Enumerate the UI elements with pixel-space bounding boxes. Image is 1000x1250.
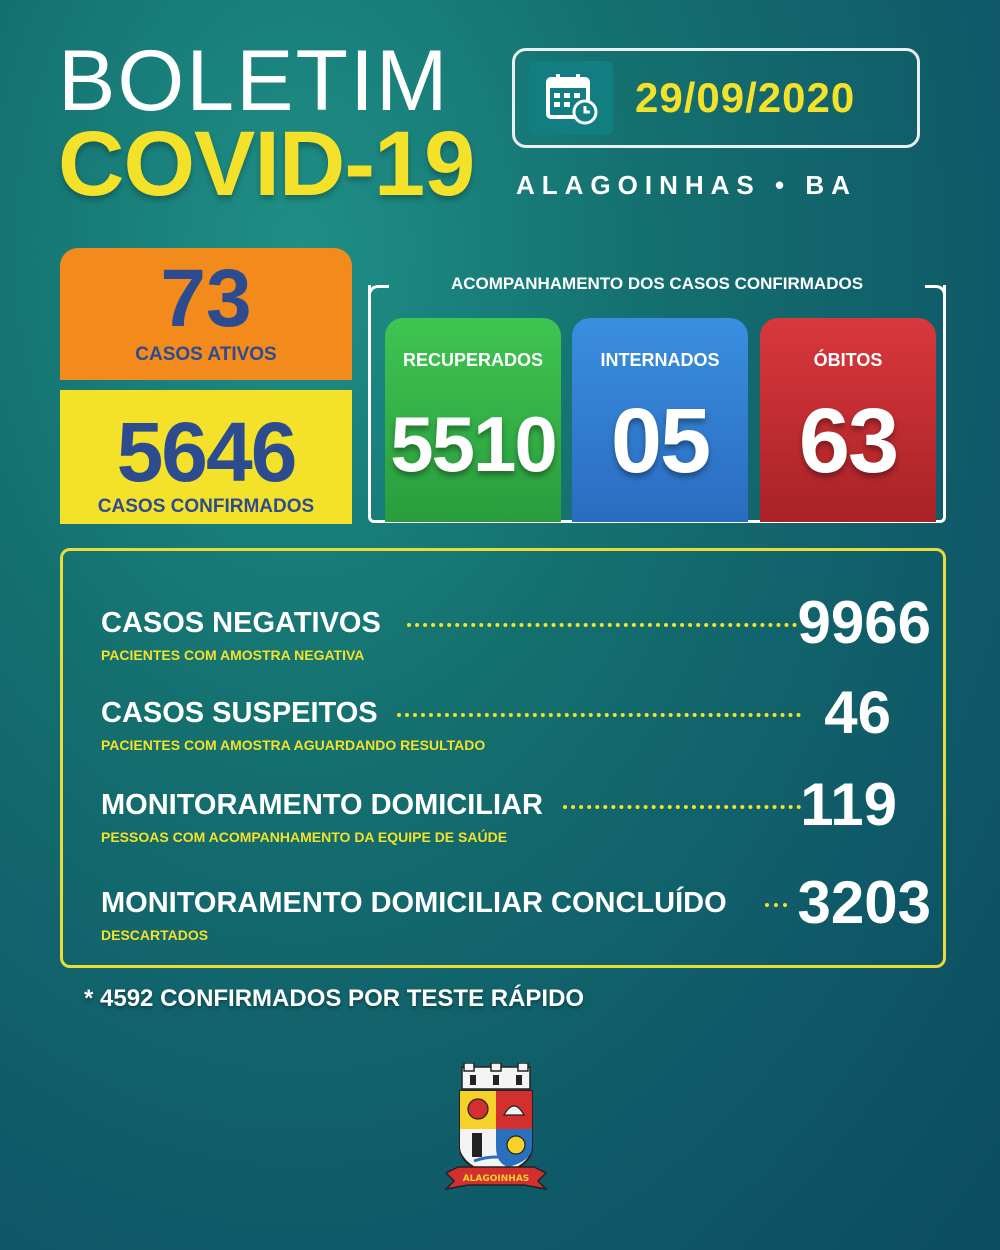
stats-panel — [60, 548, 946, 968]
stat-row-home-monitoring-done — [101, 869, 931, 957]
location: ALAGOINHAS • BA — [516, 170, 857, 200]
calendar-clock-icon — [529, 61, 613, 135]
dotted-leader — [765, 903, 787, 907]
deaths-value: 63 — [798, 390, 898, 492]
stat-row-suspected — [101, 679, 931, 767]
hospitalized-card — [572, 318, 748, 522]
dotted-leader — [407, 623, 797, 627]
hospitalized-label: INTERNADOS — [600, 350, 720, 370]
stat-desc: PACIENTES COM AMOSTRA NEGATIVA — [101, 647, 365, 663]
recovered-label: RECUPERADOS — [402, 350, 544, 370]
bulletin-date: 29/09/2020 — [635, 74, 856, 121]
dotted-leader — [563, 805, 801, 809]
crest-banner-text: ALAGOINHAS — [462, 1174, 530, 1184]
stat-row-home-monitoring — [101, 771, 931, 859]
active-cases-box — [60, 248, 352, 380]
stat-value: 3203 — [797, 869, 931, 936]
confirmed-cases-label: CASOS CONFIRMADOS — [97, 496, 315, 517]
dotted-leader — [397, 713, 801, 717]
tracking-title — [368, 274, 946, 294]
active-cases-value: 73 — [160, 253, 252, 344]
hospitalized-value: 05 — [610, 390, 710, 492]
stat-name: CASOS SUSPEITOS — [101, 697, 378, 729]
recovered-value: 5510 — [390, 400, 556, 488]
stat-value: 46 — [824, 679, 891, 746]
stat-name: CASOS NEGATIVOS — [101, 607, 381, 639]
deaths-label: ÓBITOS — [813, 350, 883, 370]
stat-row-negative — [101, 589, 931, 677]
deaths-card — [760, 318, 936, 522]
title-line1: BOLETIM — [58, 33, 450, 129]
stat-desc: PACIENTES COM AMOSTRA AGUARDANDO RESULTADO — [101, 737, 486, 753]
confirmed-cases-value: 5646 — [116, 405, 296, 499]
footnote: * 4592 CONFIRMADOS POR TESTE RÁPIDO — [84, 985, 585, 1012]
confirmed-cases-box — [60, 390, 352, 524]
city-crest-icon — [444, 1063, 548, 1193]
stat-desc: PESSOAS COM ACOMPANHAMENTO DA EQUIPE DE SAÚDE — [101, 829, 508, 845]
stat-name: MONITORAMENTO DOMICILIAR — [101, 789, 543, 821]
stat-name: MONITORAMENTO DOMICILIAR CONCLUÍDO — [101, 887, 727, 919]
stat-desc: DESCARTADOS — [101, 927, 209, 943]
title-line2: COVID-19 — [58, 113, 475, 215]
tracking-title-text: ACOMPANHAMENTO DOS CASOS CONFIRMADOS — [450, 274, 864, 293]
active-cases-label: CASOS ATIVOS — [135, 344, 277, 365]
date-box — [512, 48, 920, 148]
stat-value: 119 — [800, 771, 897, 838]
recovered-card — [385, 318, 561, 522]
stat-value: 9966 — [797, 589, 931, 656]
